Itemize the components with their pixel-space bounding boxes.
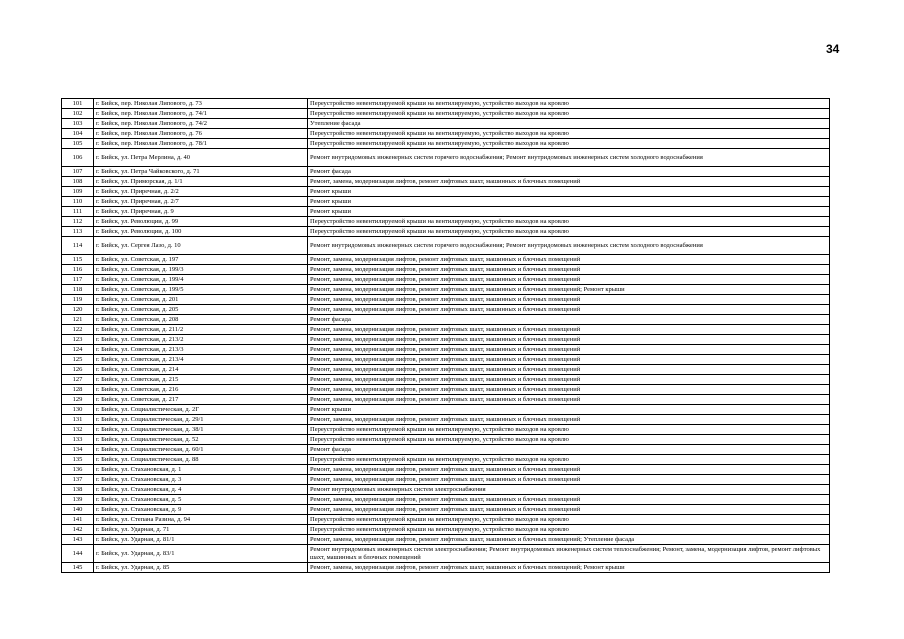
row-address: г. Бийск, ул. Стахановская, д. 9 <box>94 505 308 515</box>
row-address: г. Бийск, ул. Социалистическая, д. 29/1 <box>94 415 308 425</box>
table-row <box>62 187 830 197</box>
table-row <box>62 385 830 395</box>
table-row <box>62 515 830 525</box>
row-number: 133 <box>62 435 94 445</box>
row-address: г. Бийск, ул. Петра Мерлина, д. 40 <box>94 149 308 167</box>
row-number: 115 <box>62 255 94 265</box>
row-work: Переустройство невентилируемой крыши на вентилируемую, устройство выходов на кровлю <box>308 139 830 149</box>
row-number: 102 <box>62 109 94 119</box>
row-address: г. Бийск, ул. Советская, д. 199/3 <box>94 265 308 275</box>
row-address: г. Бийск, ул. Стахановская, д. 3 <box>94 475 308 485</box>
row-work: Переустройство невентилируемой крыши на вентилируемую, устройство выходов на кровлю <box>308 435 830 445</box>
row-number: 134 <box>62 445 94 455</box>
row-work: Ремонт, замена, модернизация лифтов, ремонт лифтовых шахт, машинных и блочных помещений <box>308 395 830 405</box>
row-address: г. Бийск, ул. Советская, д. 201 <box>94 295 308 305</box>
table-row <box>62 335 830 345</box>
table-row <box>62 305 830 315</box>
row-number: 131 <box>62 415 94 425</box>
row-number: 144 <box>62 545 94 563</box>
row-work: Переустройство невентилируемой крыши на вентилируемую, устройство выходов на кровлю <box>308 525 830 535</box>
row-work: Ремонт, замена, модернизация лифтов, ремонт лифтовых шахт, машинных и блочных помещений <box>308 365 830 375</box>
row-work: Ремонт, замена, модернизация лифтов, ремонт лифтовых шахт, машинных и блочных помещений <box>308 305 830 315</box>
row-work: Ремонт, замена, модернизация лифтов, ремонт лифтовых шахт, машинных и блочных помещений <box>308 505 830 515</box>
row-work: Переустройство невентилируемой крыши на вентилируемую, устройство выходов на кровлю <box>308 425 830 435</box>
row-work: Ремонт, замена, модернизация лифтов, ремонт лифтовых шахт, машинных и блочных помещений <box>308 495 830 505</box>
row-number: 104 <box>62 129 94 139</box>
row-work: Ремонт внутридомовых инженерных систем электроснабжения <box>308 485 830 495</box>
row-address: г. Бийск, ул. Советская, д. 215 <box>94 375 308 385</box>
row-number: 112 <box>62 217 94 227</box>
row-work: Ремонт, замена, модернизация лифтов, ремонт лифтовых шахт, машинных и блочных помещений <box>308 415 830 425</box>
table-row <box>62 227 830 237</box>
row-work: Ремонт крыши <box>308 207 830 217</box>
row-number: 139 <box>62 495 94 505</box>
row-number: 145 <box>62 563 94 573</box>
row-number: 143 <box>62 535 94 545</box>
row-address: г. Бийск, ул. Советская, д. 208 <box>94 315 308 325</box>
row-address: г. Бийск, ул. Ударная, д. 71 <box>94 525 308 535</box>
row-address: г. Бийск, ул. Социалистическая, д. 38/1 <box>94 425 308 435</box>
table-row <box>62 265 830 275</box>
row-number: 120 <box>62 305 94 315</box>
table-row <box>62 415 830 425</box>
row-work: Ремонт, замена, модернизация лифтов, ремонт лифтовых шахт, машинных и блочных помещений <box>308 325 830 335</box>
row-work: Ремонт фасада <box>308 445 830 455</box>
row-work: Ремонт фасада <box>308 167 830 177</box>
row-number: 107 <box>62 167 94 177</box>
table-row <box>62 315 830 325</box>
row-number: 135 <box>62 455 94 465</box>
table-row <box>62 425 830 435</box>
row-address: г. Бийск, ул. Советская, д. 213/3 <box>94 345 308 355</box>
row-address: г. Бийск, ул. Приморская, д. 1/1 <box>94 177 308 187</box>
row-work: Переустройство невентилируемой крыши на вентилируемую, устройство выходов на кровлю <box>308 129 830 139</box>
row-address: г. Бийск, пер. Николая Липового, д. 78/1 <box>94 139 308 149</box>
table-row <box>62 99 830 109</box>
row-work: Переустройство невентилируемой крыши на вентилируемую, устройство выходов на кровлю <box>308 455 830 465</box>
row-address: г. Бийск, ул. Приречная, д. 2/2 <box>94 187 308 197</box>
row-address: г. Бийск, ул. Социалистическая, д. 88 <box>94 455 308 465</box>
row-address: г. Бийск, ул. Советская, д. 197 <box>94 255 308 265</box>
row-work: Ремонт, замена, модернизация лифтов, ремонт лифтовых шахт, машинных и блочных помещений <box>308 275 830 285</box>
row-work: Ремонт, замена, модернизация лифтов, ремонт лифтовых шахт, машинных и блочных помещений <box>308 335 830 345</box>
table-row <box>62 285 830 295</box>
row-address: г. Бийск, ул. Стахановская, д. 5 <box>94 495 308 505</box>
row-address: г. Бийск, ул. Советская, д. 199/5 <box>94 285 308 295</box>
row-address: г. Бийск, ул. Советская, д. 213/2 <box>94 335 308 345</box>
row-number: 129 <box>62 395 94 405</box>
row-number: 127 <box>62 375 94 385</box>
table-row <box>62 325 830 335</box>
row-number: 113 <box>62 227 94 237</box>
row-work: Переустройство невентилируемой крыши на вентилируемую, устройство выходов на кровлю <box>308 515 830 525</box>
row-work: Ремонт, замена, модернизация лифтов, ремонт лифтовых шахт, машинных и блочных помещений <box>308 465 830 475</box>
row-number: 123 <box>62 335 94 345</box>
row-work: Ремонт крыши <box>308 405 830 415</box>
table-row <box>62 255 830 265</box>
row-address: г. Бийск, ул. Советская, д. 216 <box>94 385 308 395</box>
row-number: 136 <box>62 465 94 475</box>
table-row <box>62 345 830 355</box>
row-address: г. Бийск, пер. Николая Липового, д. 76 <box>94 129 308 139</box>
table-row <box>62 475 830 485</box>
row-address: г. Бийск, ул. Приречная, д. 2/7 <box>94 197 308 207</box>
table-row <box>62 365 830 375</box>
row-address: г. Бийск, ул. Советская, д. 217 <box>94 395 308 405</box>
row-work: Ремонт, замена, модернизация лифтов, ремонт лифтовых шахт, машинных и блочных помещений; Ремонт крыши <box>308 285 830 295</box>
row-address: г. Бийск, ул. Революции, д. 100 <box>94 227 308 237</box>
table-row <box>62 375 830 385</box>
row-number: 109 <box>62 187 94 197</box>
row-work: Ремонт, замена, модернизация лифтов, ремонт лифтовых шахт, машинных и блочных помещений <box>308 255 830 265</box>
table-row <box>62 109 830 119</box>
row-address: г. Бийск, ул. Советская, д. 213/4 <box>94 355 308 365</box>
row-work: Ремонт, замена, модернизация лифтов, ремонт лифтовых шахт, машинных и блочных помещений <box>308 295 830 305</box>
row-number: 130 <box>62 405 94 415</box>
row-work: Переустройство невентилируемой крыши на вентилируемую, устройство выходов на кровлю <box>308 227 830 237</box>
table-row <box>62 395 830 405</box>
row-number: 103 <box>62 119 94 129</box>
row-address: г. Бийск, ул. Сергея Лазо, д. 10 <box>94 237 308 255</box>
row-address: г. Бийск, пер. Николая Липового, д. 74/2 <box>94 119 308 129</box>
table-row <box>62 129 830 139</box>
table-row <box>62 505 830 515</box>
row-address: г. Бийск, ул. Стахановская, д. 1 <box>94 465 308 475</box>
row-address: г. Бийск, ул. Приречная, д. 9 <box>94 207 308 217</box>
row-number: 132 <box>62 425 94 435</box>
row-number: 105 <box>62 139 94 149</box>
row-address: г. Бийск, ул. Советская, д. 199/4 <box>94 275 308 285</box>
row-number: 121 <box>62 315 94 325</box>
table-row <box>62 177 830 187</box>
table-row <box>62 237 830 255</box>
row-address: г. Бийск, ул. Революции, д. 99 <box>94 217 308 227</box>
table-row <box>62 545 830 563</box>
row-address: г. Бийск, ул. Социалистическая, д. 2Г <box>94 405 308 415</box>
row-address: г. Бийск, ул. Ударная, д. 83/1 <box>94 545 308 563</box>
row-work: Ремонт внутридомовых инженерных систем электроснабжения; Ремонт внутридомовых инженерных систем теплоснабжения; Ремонт, замена, модернизация лифтов, ремонт лифтовых шахт, машинных и блочных помещений <box>308 545 830 563</box>
repair-table-body <box>62 99 830 573</box>
row-address: г. Бийск, пер. Николая Липового, д. 74/1 <box>94 109 308 119</box>
row-work: Ремонт внутридомовых инженерных систем горячего водоснабжения; Ремонт внутридомовых инженерных систем холодного водоснабжения <box>308 149 830 167</box>
row-number: 122 <box>62 325 94 335</box>
row-address: г. Бийск, ул. Петра Чайковского, д. 71 <box>94 167 308 177</box>
row-work: Ремонт, замена, модернизация лифтов, ремонт лифтовых шахт, машинных и блочных помещений <box>308 385 830 395</box>
table-row <box>62 535 830 545</box>
row-address: г. Бийск, ул. Советская, д. 205 <box>94 305 308 315</box>
row-work: Ремонт фасада <box>308 315 830 325</box>
table-row <box>62 207 830 217</box>
row-address: г. Бийск, ул. Ударная, д. 81/1 <box>94 535 308 545</box>
row-work: Ремонт, замена, модернизация лифтов, ремонт лифтовых шахт, машинных и блочных помещений; Утепление фасада <box>308 535 830 545</box>
row-number: 138 <box>62 485 94 495</box>
row-work: Переустройство невентилируемой крыши на вентилируемую, устройство выходов на кровлю <box>308 217 830 227</box>
row-number: 118 <box>62 285 94 295</box>
row-number: 126 <box>62 365 94 375</box>
row-work: Ремонт, замена, модернизация лифтов, ремонт лифтовых шахт, машинных и блочных помещений <box>308 177 830 187</box>
row-number: 117 <box>62 275 94 285</box>
row-number: 140 <box>62 505 94 515</box>
row-number: 111 <box>62 207 94 217</box>
table-row <box>62 445 830 455</box>
row-work: Ремонт крыши <box>308 187 830 197</box>
row-number: 128 <box>62 385 94 395</box>
row-number: 108 <box>62 177 94 187</box>
row-number: 124 <box>62 345 94 355</box>
row-number: 110 <box>62 197 94 207</box>
table-row <box>62 455 830 465</box>
row-address: г. Бийск, ул. Степана Разина, д. 94 <box>94 515 308 525</box>
row-work: Ремонт крыши <box>308 197 830 207</box>
table-row <box>62 525 830 535</box>
row-address: г. Бийск, ул. Ударная, д. 85 <box>94 563 308 573</box>
row-address: г. Бийск, ул. Советская, д. 211/2 <box>94 325 308 335</box>
table-row <box>62 197 830 207</box>
table-row <box>62 119 830 129</box>
row-work: Переустройство невентилируемой крыши на вентилируемую, устройство выходов на кровлю <box>308 109 830 119</box>
row-work: Ремонт внутридомовых инженерных систем горячего водоснабжения; Ремонт внутридомовых инженерных систем холодного водоснабжения <box>308 237 830 255</box>
row-work: Переустройство невентилируемой крыши на вентилируемую, устройство выходов на кровлю <box>308 99 830 109</box>
row-number: 114 <box>62 237 94 255</box>
table-row <box>62 149 830 167</box>
table-row <box>62 465 830 475</box>
row-number: 141 <box>62 515 94 525</box>
row-address: г. Бийск, ул. Социалистическая, д. 52 <box>94 435 308 445</box>
row-address: г. Бийск, ул. Советская, д. 214 <box>94 365 308 375</box>
row-work: Ремонт, замена, модернизация лифтов, ремонт лифтовых шахт, машинных и блочных помещений; Ремонт крыши <box>308 563 830 573</box>
row-number: 101 <box>62 99 94 109</box>
row-number: 125 <box>62 355 94 365</box>
table-row <box>62 217 830 227</box>
table-row <box>62 167 830 177</box>
row-address: г. Бийск, пер. Николая Липового, д. 73 <box>94 99 308 109</box>
table-row <box>62 435 830 445</box>
row-number: 116 <box>62 265 94 275</box>
row-work: Ремонт, замена, модернизация лифтов, ремонт лифтовых шахт, машинных и блочных помещений <box>308 345 830 355</box>
row-number: 119 <box>62 295 94 305</box>
table-row <box>62 295 830 305</box>
row-work: Ремонт, замена, модернизация лифтов, ремонт лифтовых шахт, машинных и блочных помещений <box>308 265 830 275</box>
table-row <box>62 355 830 365</box>
row-number: 106 <box>62 149 94 167</box>
row-work: Ремонт, замена, модернизация лифтов, ремонт лифтовых шахт, машинных и блочных помещений <box>308 375 830 385</box>
row-work: Ремонт, замена, модернизация лифтов, ремонт лифтовых шахт, машинных и блочных помещений <box>308 475 830 485</box>
page-number: 34 <box>826 42 840 56</box>
repair-table-container <box>61 98 829 573</box>
table-row <box>62 563 830 573</box>
row-number: 137 <box>62 475 94 485</box>
table-row <box>62 139 830 149</box>
row-work: Ремонт, замена, модернизация лифтов, ремонт лифтовых шахт, машинных и блочных помещений <box>308 355 830 365</box>
table-row <box>62 495 830 505</box>
table-row <box>62 405 830 415</box>
repair-table <box>61 98 830 573</box>
row-address: г. Бийск, ул. Социалистическая, д. 60/1 <box>94 445 308 455</box>
table-row <box>62 275 830 285</box>
row-work: Утепление фасада <box>308 119 830 129</box>
table-row <box>62 485 830 495</box>
row-number: 142 <box>62 525 94 535</box>
row-address: г. Бийск, ул. Стахановская, д. 4 <box>94 485 308 495</box>
